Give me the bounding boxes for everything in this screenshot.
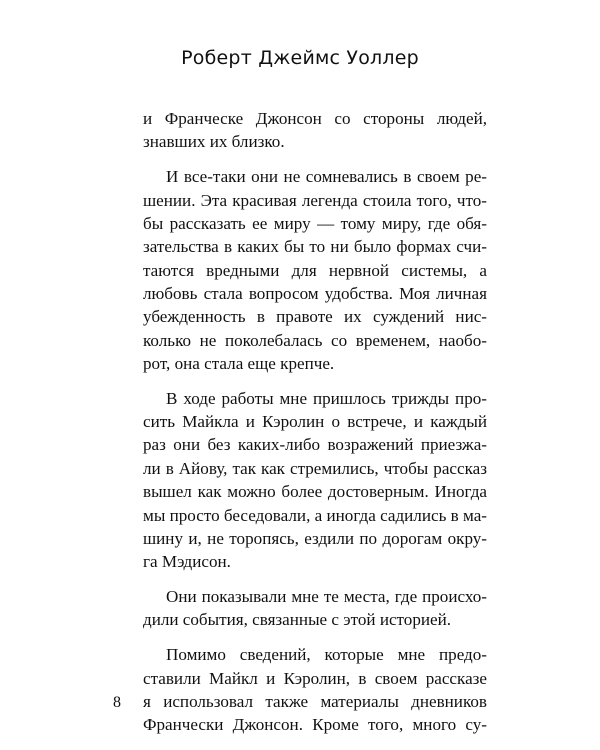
text-line: В ходе работы мне пришлось трижды про-: [166, 388, 487, 408]
text-line: ли в Айову, так как стремились, чтобы рассказ: [143, 458, 487, 478]
text-line: Франчески Джонсон. Кроме того, много су-: [143, 715, 487, 735]
text-line: ставили Майкл и Кэролин, в своем рассказе: [143, 668, 487, 688]
text-line: бы рассказать ее миру — тому миру, где обя-: [143, 213, 487, 233]
text-line: я использовал также материалы дневников: [143, 691, 487, 711]
text-line: колько не поколебалась со временем, наобо-: [143, 330, 487, 350]
paragraph: [143, 387, 487, 574]
paragraph: [143, 585, 487, 632]
text-line: вышел как можно более достоверным. Иногда: [143, 482, 487, 502]
text-line: и Франческе Джонсон со стороны людей,: [143, 109, 487, 128]
running-head: Роберт Джеймс Уоллер: [181, 47, 419, 69]
page-number: 8: [113, 694, 121, 711]
text-line: Помимо сведений, которые мне предо-: [166, 645, 487, 665]
text-line: убежденность в правоте их суждений нис-: [143, 307, 487, 327]
text-line: раз они без каких-либо возражений приезжа-: [143, 435, 487, 455]
text-line: Они показывали мне те места, где происхо-: [166, 587, 487, 607]
text-line: рот, она стала еще крепче.: [143, 353, 335, 373]
text-line: дили события, связанные с этой историей.: [143, 610, 452, 630]
text-line: таются вредными для нервной системы, а: [143, 260, 487, 280]
paragraph: [143, 107, 487, 154]
text-line: шении. Эта красивая легенда стоила того, что-: [143, 190, 487, 210]
text-line: га Мэдисон.: [143, 552, 231, 572]
text-line: любовь стала вопросом удобства. Моя личная: [143, 283, 487, 303]
text-line: шину и, не торопясь, ездили по дорогам окру-: [143, 528, 487, 548]
text-line: мы просто беседовали, а иногда садились в ма-: [143, 505, 487, 525]
text-line: зательства в каких бы то ни было формах счи-: [143, 237, 487, 257]
paragraph: [143, 165, 487, 375]
text-line: И все-таки они не сомневались в своем ре-: [166, 167, 487, 187]
body-text: [143, 107, 487, 748]
text-line: знавших их близко.: [143, 132, 285, 152]
text-line: сить Майкла и Кэролин о встрече, и каждый: [143, 412, 487, 432]
paragraph: [143, 643, 487, 736]
